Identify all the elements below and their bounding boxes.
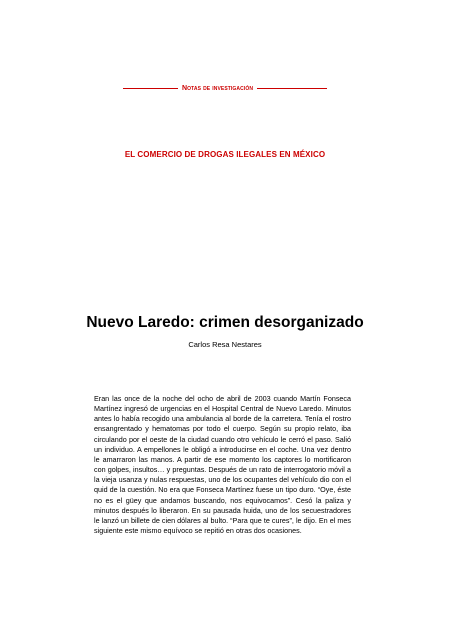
article-author: Carlos Resa Nestares xyxy=(188,340,262,349)
series-header-label: Notas de investigación xyxy=(181,85,254,92)
article-title: Nuevo Laredo: crimen desorganizado xyxy=(86,314,364,331)
header-rule-right xyxy=(257,88,327,89)
header-rule-left xyxy=(123,88,178,89)
document-subject: EL COMERCIO DE DROGAS ILEGALES EN MÉXICO xyxy=(124,150,326,159)
series-header xyxy=(0,85,450,92)
article-body-paragraph: Eran las once de la noche del ocho de abril de 2003 cuando Martín Fonseca Martínez ingresó de urgencias en el Hospital Central de Nuevo Laredo. Minutos antes lo había recogido una ambulancia al borde de la carretera. Tenía el rostro ensangrentado y hematomas por todo el cuerpo. Según su propio relato, iba circulando por el oeste de la ciudad cuando otro vehículo le cerró el paso. Salió un individuo. A empellones le obligó a introducirse en el coche. Una vez dentro le amarraron las manos. A partir de ese momento los captores lo mortificaron con golpes, insultos… y preguntas. Después de un rato de interrogatorio móvil a la vieja usanza y nulas respuestas, uno de los ocupantes del vehículo dio con el quid de la cuestión. No era que Fonseca Martínez fuese un tipo duro. “Oye, éste no es el güey que andamos buscando, nos equivocamos”. Cesó la paliza y minutos después lo liberaron. En su pausada huida, uno de los secuestradores le lanzó un billete de cien dólares al bulto. “Para que te cures”, le dijo. En el mes siguiente este mismo equívoco se repitió en otras dos ocasiones. xyxy=(94,394,351,536)
